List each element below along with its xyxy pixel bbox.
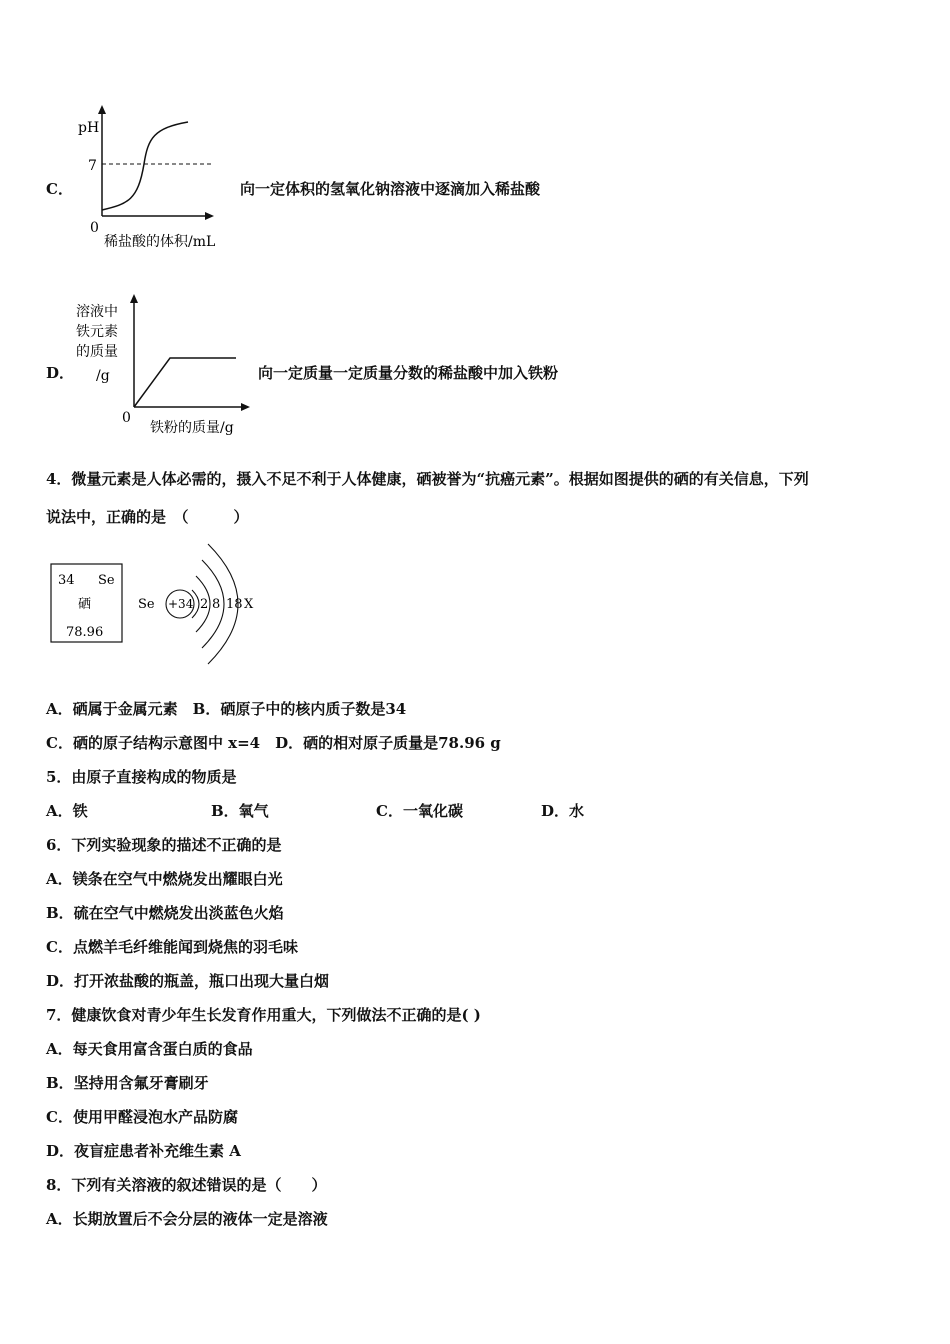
x-axis-arrow: [241, 403, 250, 411]
element-name: 硒: [78, 597, 92, 612]
q7-option-a: A．每天食用富含蛋白质的食品: [46, 1040, 253, 1058]
iron-graph: [72, 290, 262, 440]
q8-stem: 8．下列有关溶液的叙述错误的是（ ）: [46, 1176, 327, 1194]
q5-option-d: D．水: [541, 802, 585, 820]
origin-label: 0: [90, 220, 99, 236]
y-label-line2: 铁元素: [76, 324, 118, 340]
q4-options-row2: C．硒的原子结构示意图中 x=4 D．硒的相对原子质量是78.96 g: [46, 734, 501, 752]
q6-option-a: A．镁条在空气中燃烧发出耀眼白光: [46, 870, 283, 888]
option-c-description: 向一定体积的氢氧化钠溶液中逐滴加入稀盐酸: [240, 180, 541, 198]
y-label-line4: /g: [96, 368, 110, 384]
shell-1-count: 2: [200, 597, 209, 612]
ph-axis-label: pH: [78, 120, 100, 136]
atomic-number: 34: [58, 573, 75, 588]
x-axis-label: 铁粉的质量/g: [150, 420, 234, 436]
x-axis-label: 稀盐酸的体积/mL: [104, 234, 216, 250]
shell-3-count: 18: [226, 597, 243, 612]
iron-curve: [134, 358, 236, 407]
shell-2-count: 8: [212, 597, 221, 612]
q7-option-d: D．夜盲症患者补充维生素 A: [46, 1142, 241, 1160]
q8-option-a: A．长期放置后不会分层的液体一定是溶液: [46, 1210, 328, 1228]
origin-label: 0: [122, 410, 131, 426]
y-axis-arrow: [130, 294, 138, 303]
q5-option-a: A．铁: [46, 802, 88, 820]
q4-stem-line2: 说法中，正确的是 （ ）: [46, 508, 249, 526]
ph-graph: [68, 100, 248, 250]
q6-option-c: C．点燃羊毛纤维能闻到烧焦的羽毛味: [46, 938, 298, 956]
q5-option-b: B．氧气: [211, 802, 269, 820]
q6-stem: 6．下列实验现象的描述不正确的是: [46, 836, 282, 854]
x-axis-arrow: [205, 212, 214, 220]
q6-option-b: B．硫在空气中燃烧发出淡蓝色火焰: [46, 904, 284, 922]
q7-stem: 7．健康饮食对青少年生长发育作用重大，下列做法不正确的是( ): [46, 1006, 481, 1024]
q4-stem-line1: 4．微量元素是人体必需的，摄入不足不利于人体健康，硒被誉为“抗癌元素”。根据如图提供的硒的有关信息，下列: [46, 470, 809, 488]
q5-stem: 5．由原子直接构成的物质是: [46, 768, 237, 786]
element-symbol: Se: [98, 573, 115, 588]
ph7-tick: 7: [88, 158, 97, 174]
option-c-label: C．: [46, 180, 73, 198]
y-axis-arrow: [98, 105, 106, 114]
shell-4-count: X: [244, 597, 254, 612]
atom-symbol: Se: [138, 597, 155, 612]
ph-curve: [102, 122, 188, 210]
option-d-label: D．: [46, 364, 75, 382]
atomic-mass: 78.96: [66, 625, 104, 640]
y-label-line1: 溶液中: [76, 304, 118, 320]
y-label-line3: 的质量: [76, 344, 118, 360]
nucleus-charge: +34: [168, 597, 194, 611]
q4-options-row1: A．硒属于金属元素 B．硒原子中的核内质子数是34: [46, 700, 407, 718]
selenium-figure: [46, 538, 286, 672]
option-d-description: 向一定质量一定质量分数的稀盐酸中加入铁粉: [258, 364, 559, 382]
q7-option-c: C．使用甲醛浸泡水产品防腐: [46, 1108, 238, 1126]
q6-option-d: D．打开浓盐酸的瓶盖，瓶口出现大量白烟: [46, 972, 330, 990]
q7-option-b: B．坚持用含氟牙膏刷牙: [46, 1074, 209, 1092]
q5-option-c: C．一氧化碳: [376, 802, 463, 820]
